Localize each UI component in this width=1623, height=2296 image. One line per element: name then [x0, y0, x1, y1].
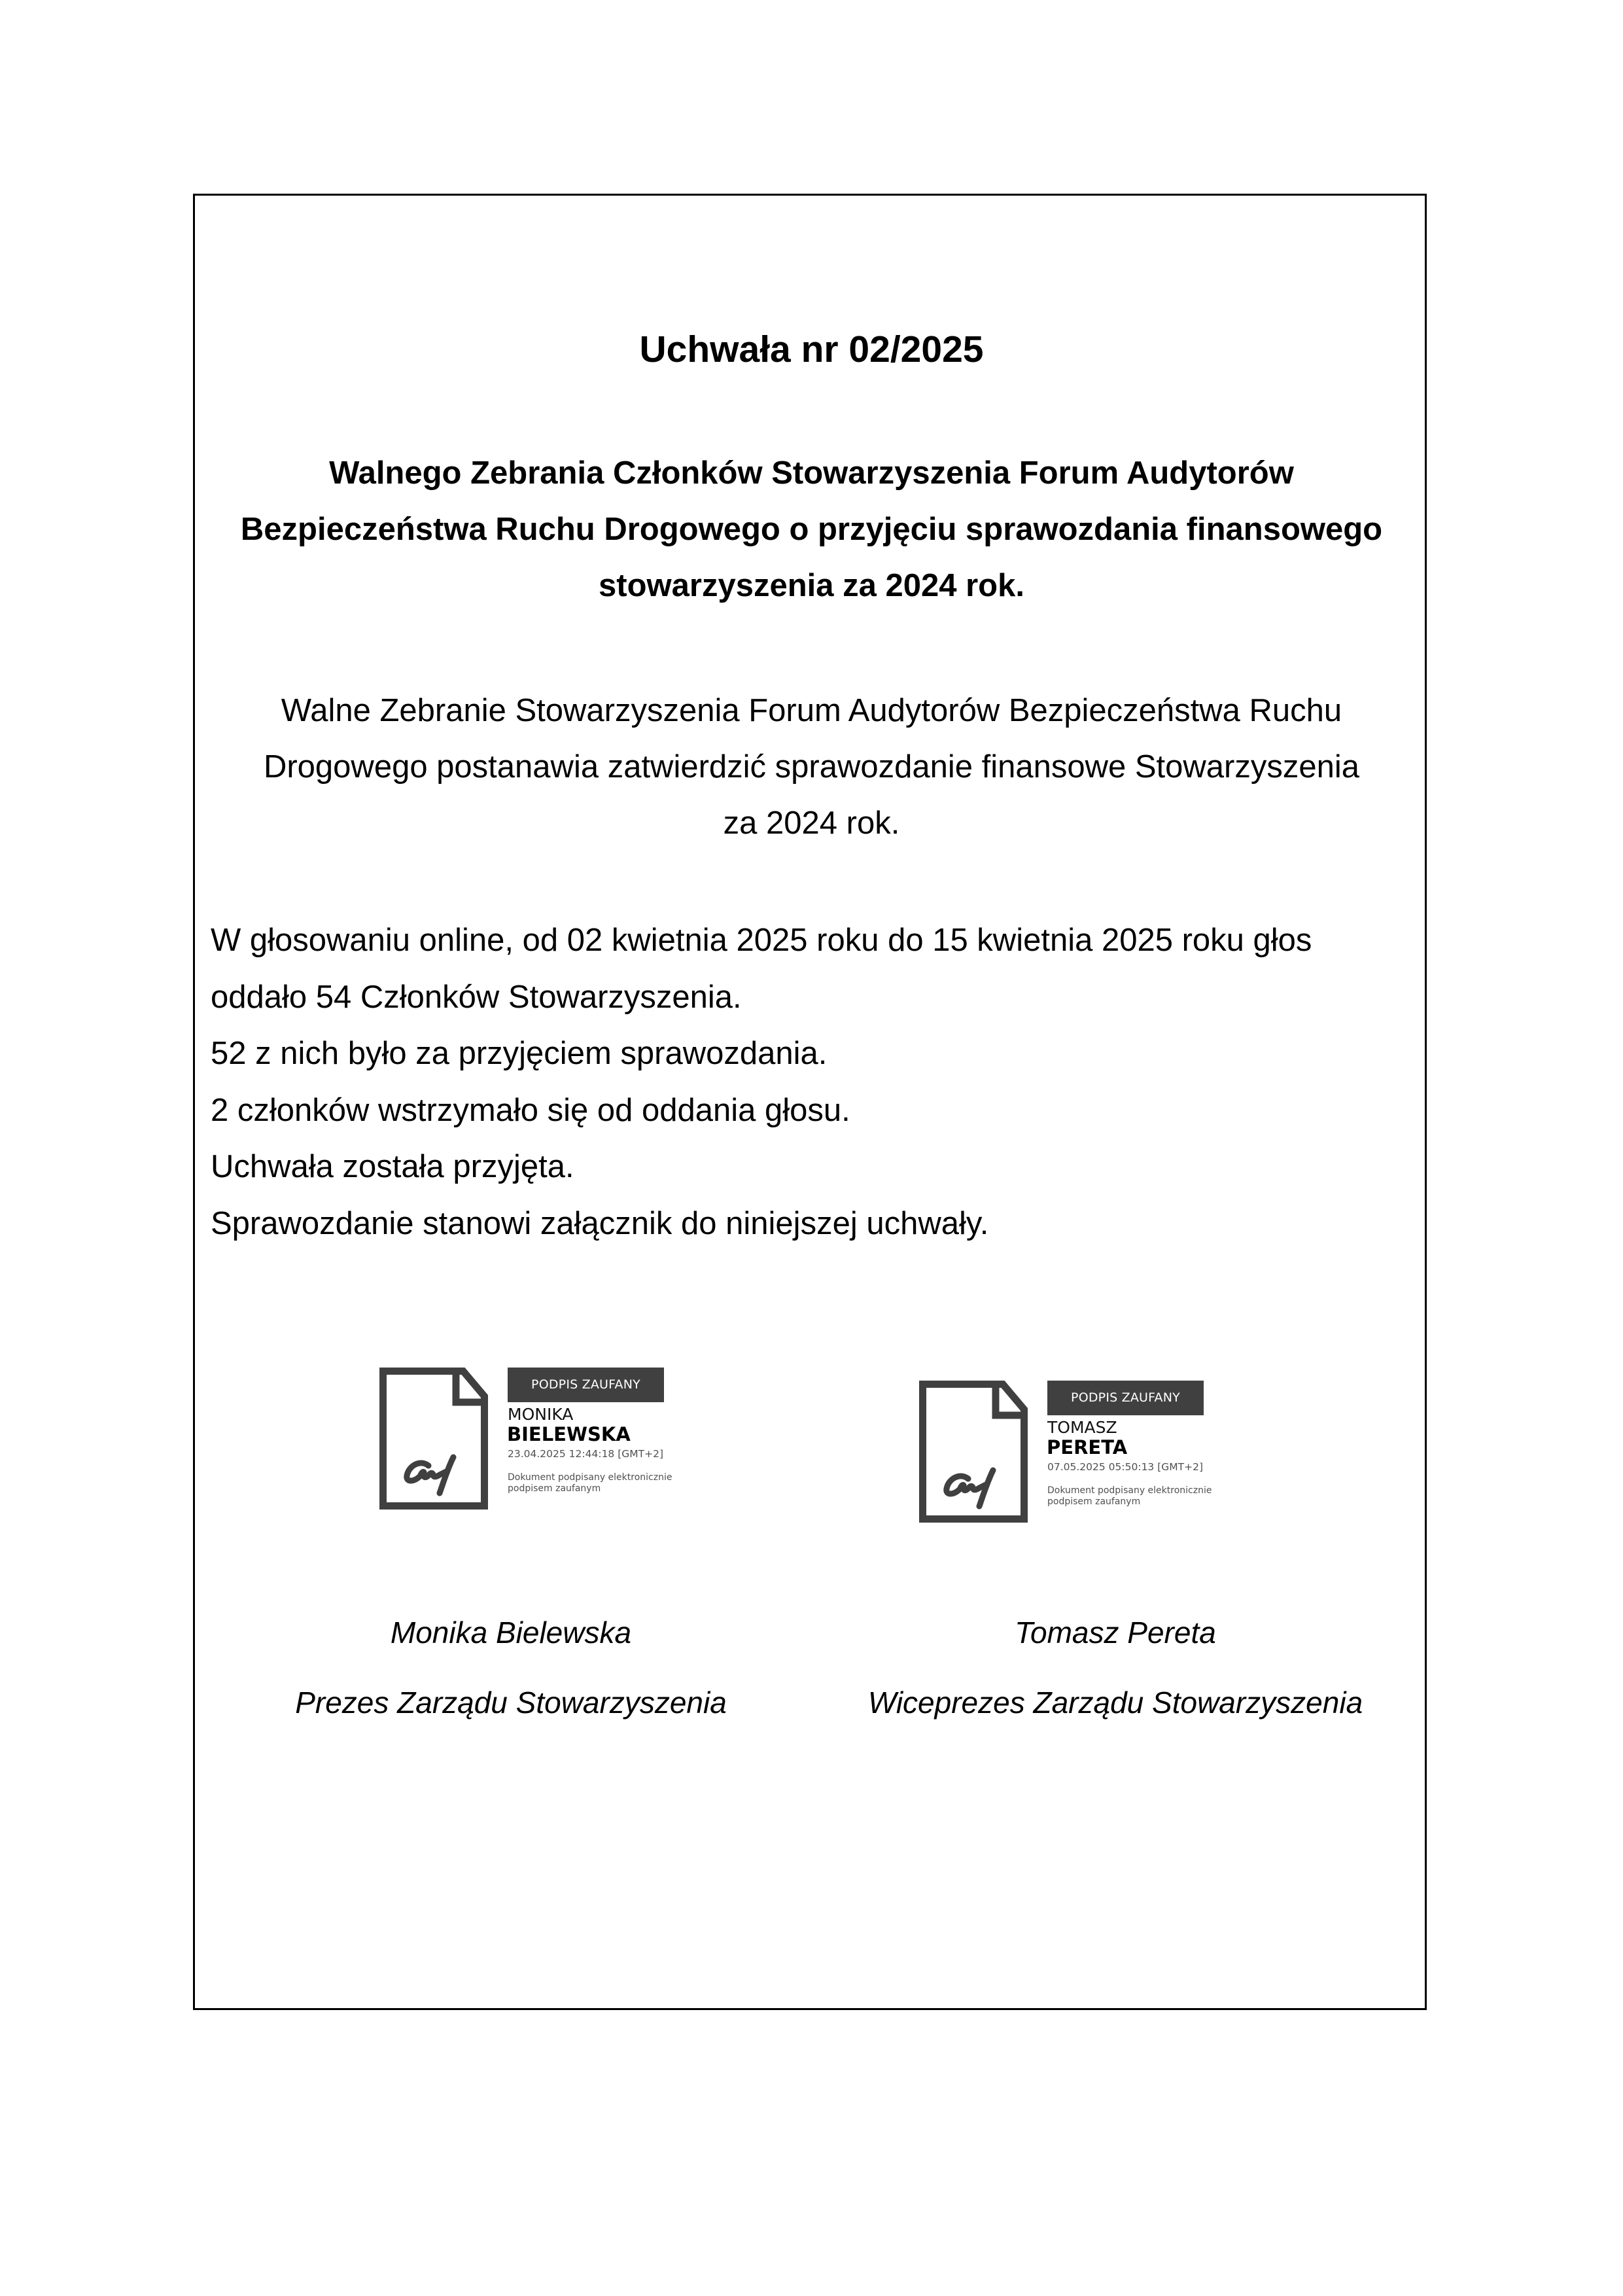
decision-line: Drogowego postanawia zatwierdzić sprawozdanie finansowe Stowarzyszenia [263, 749, 1360, 785]
trusted-signature-badge: PODPIS ZAUFANY [1047, 1381, 1204, 1415]
vote-line: Sprawozdanie stanowi załącznik do niniejszej uchwały. [211, 1205, 989, 1241]
signed-document-icon [379, 1368, 488, 1510]
signer-first-name: TOMASZ [1047, 1418, 1117, 1437]
signer-role-left: Prezes Zarządu Stowarzyszenia [295, 1686, 727, 1720]
subtitle-line: Walnego Zebrania Członków Stowarzyszenia Forum Audytorów [329, 455, 1294, 491]
signature-stamp-bielewska [379, 1368, 720, 1518]
vote-line: 2 członków wstrzymało się od oddania głosu. [211, 1092, 850, 1128]
vote-line: oddało 54 Członków Stowarzyszenia. [211, 979, 742, 1015]
signature-stamp-pereta [919, 1381, 1259, 1531]
decision-line: za 2024 rok. [723, 805, 900, 841]
signer-name-left: Monika Bielewska [390, 1616, 632, 1650]
resolution-subtitle [0, 445, 1623, 614]
vote-line: 52 z nich było za przyjęciem sprawozdania. [211, 1036, 828, 1071]
vote-line: W głosowaniu online, od 02 kwietnia 2025 roku do 15 kwietnia 2025 roku głos [211, 923, 1312, 958]
signer-last-name: PERETA [1047, 1436, 1128, 1458]
signature-note: Dokument podpisany elektronicznie podpisem zaufanym [508, 1472, 672, 1494]
vote-line: Uchwała została przyjęta. [211, 1149, 574, 1184]
subtitle-line: Bezpieczeństwa Ruchu Drogowego o przyjęciu sprawozdania finansowego [240, 512, 1383, 547]
trusted-signature-badge: PODPIS ZAUFANY [508, 1368, 664, 1402]
signature-note: Dokument podpisany elektronicznie podpisem zaufanym [1047, 1485, 1212, 1507]
signer-role-right: Wiceprezes Zarządu Stowarzyszenia [867, 1686, 1363, 1720]
resolution-title: Uchwała nr 02/2025 [639, 328, 984, 370]
vote-summary [211, 912, 1312, 1252]
signed-document-icon [919, 1381, 1028, 1523]
signer-last-name: BIELEWSKA [507, 1423, 631, 1445]
signer-first-name: MONIKA [508, 1405, 574, 1424]
signature-timestamp: 07.05.2025 05:50:13 [GMT+2] [1047, 1461, 1204, 1473]
signature-timestamp: 23.04.2025 12:44:18 [GMT+2] [508, 1448, 664, 1460]
signer-name-right: Tomasz Pereta [1015, 1616, 1216, 1650]
decision-line: Walne Zebranie Stowarzyszenia Forum Audytorów Bezpieczeństwa Ruchu [281, 693, 1342, 728]
decision-paragraph [0, 682, 1623, 851]
subtitle-line: stowarzyszenia za 2024 rok. [599, 568, 1024, 603]
